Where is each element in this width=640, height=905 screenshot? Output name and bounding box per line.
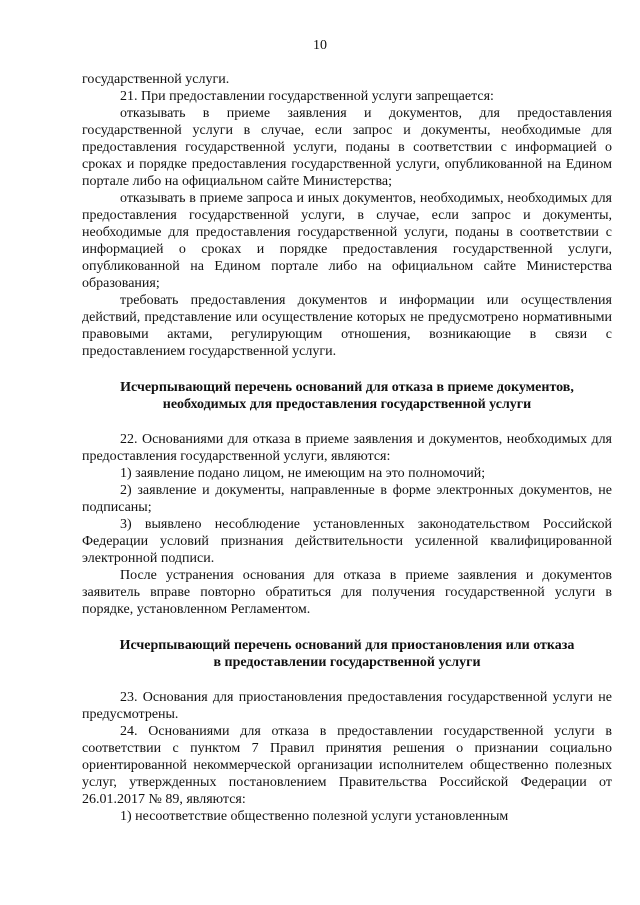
paragraph: 1) заявление подано лицом, не имеющим на это полномочий; [120,466,486,481]
heading-line: необходимых для предоставления государственной услуги [162,397,532,412]
paragraph: 3) выявлено несоблюдение установленных законодательством Российской Федерации условий признания действительности усиленной квалифицированной электронной подписи. [82,517,612,566]
paragraph: 24. Основаниями для отказа в предоставлении государственной услуги в соответствии с пунктом 7 Правил принятия решения о признании социально ориентированной некоммерческой организации исполнителем общественно полезных услуг, утвержденных постановлением Правительства Российской Федерации от 26.01.2017 № 89, являются: [82,724,612,807]
heading-line: Исчерпывающий перечень оснований для отказа в приеме документов, [120,380,574,395]
document-body [82,71,612,825]
paragraph: 23. Основания для приостановления предоставления государственной услуги не предусмотрены. [82,690,612,722]
paragraph: После устранения основания для отказа в приеме заявления и документов заявитель вправе повторно обратиться для получения государственной услуги в порядке, установленном Регламентом. [82,568,612,617]
paragraph: 1) несоответствие общественно полезной услуги установленным [120,809,509,824]
paragraph: 2) заявление и документы, направленные в форме электронных документов, не подписаны; [82,483,612,515]
heading-line: в предоставлении государственной услуги [213,655,481,670]
heading-line: Исчерпывающий перечень оснований для приостановления или отказа [119,638,575,653]
paragraph: отказывать в приеме заявления и документов, для предоставления государственной услуги в случае, если запрос и документы, необходимые для предоставления государственной услуги, поданы в соответствии с информацией о сроках и порядке предоставления государственной услуги, опубликованной на Едином портале либо на официальном сайте Министерства; [82,106,612,189]
page-number: 10 [313,38,327,53]
paragraph: государственной услуги. [82,72,230,87]
section-heading [82,379,612,413]
section-heading [82,637,612,671]
paragraph: требовать предоставления документов и информации или осуществления действий, представление или осуществление которых не предусмотрено нормативными правовыми актами, регулирующим отношения, возникающие в связи с предоставлением государственной услуги. [82,293,612,359]
paragraph: 22. Основаниями для отказа в приеме заявления и документов, необходимых для предоставления государственной услуги, являются: [82,432,612,464]
paragraph: 21. При предоставлении государственной услуги запрещается: [120,89,494,104]
paragraph: отказывать в приеме запроса и иных документов, необходимых, необходимых для предоставления государственной услуги, в случае, если запрос и документы, необходимые для предоставления государственной услуги, поданы в соответствии с информацией о сроках и порядке предоставления государственной услуги, опубликованной на Едином портале либо на официальном сайте Министерства образования; [82,191,612,291]
